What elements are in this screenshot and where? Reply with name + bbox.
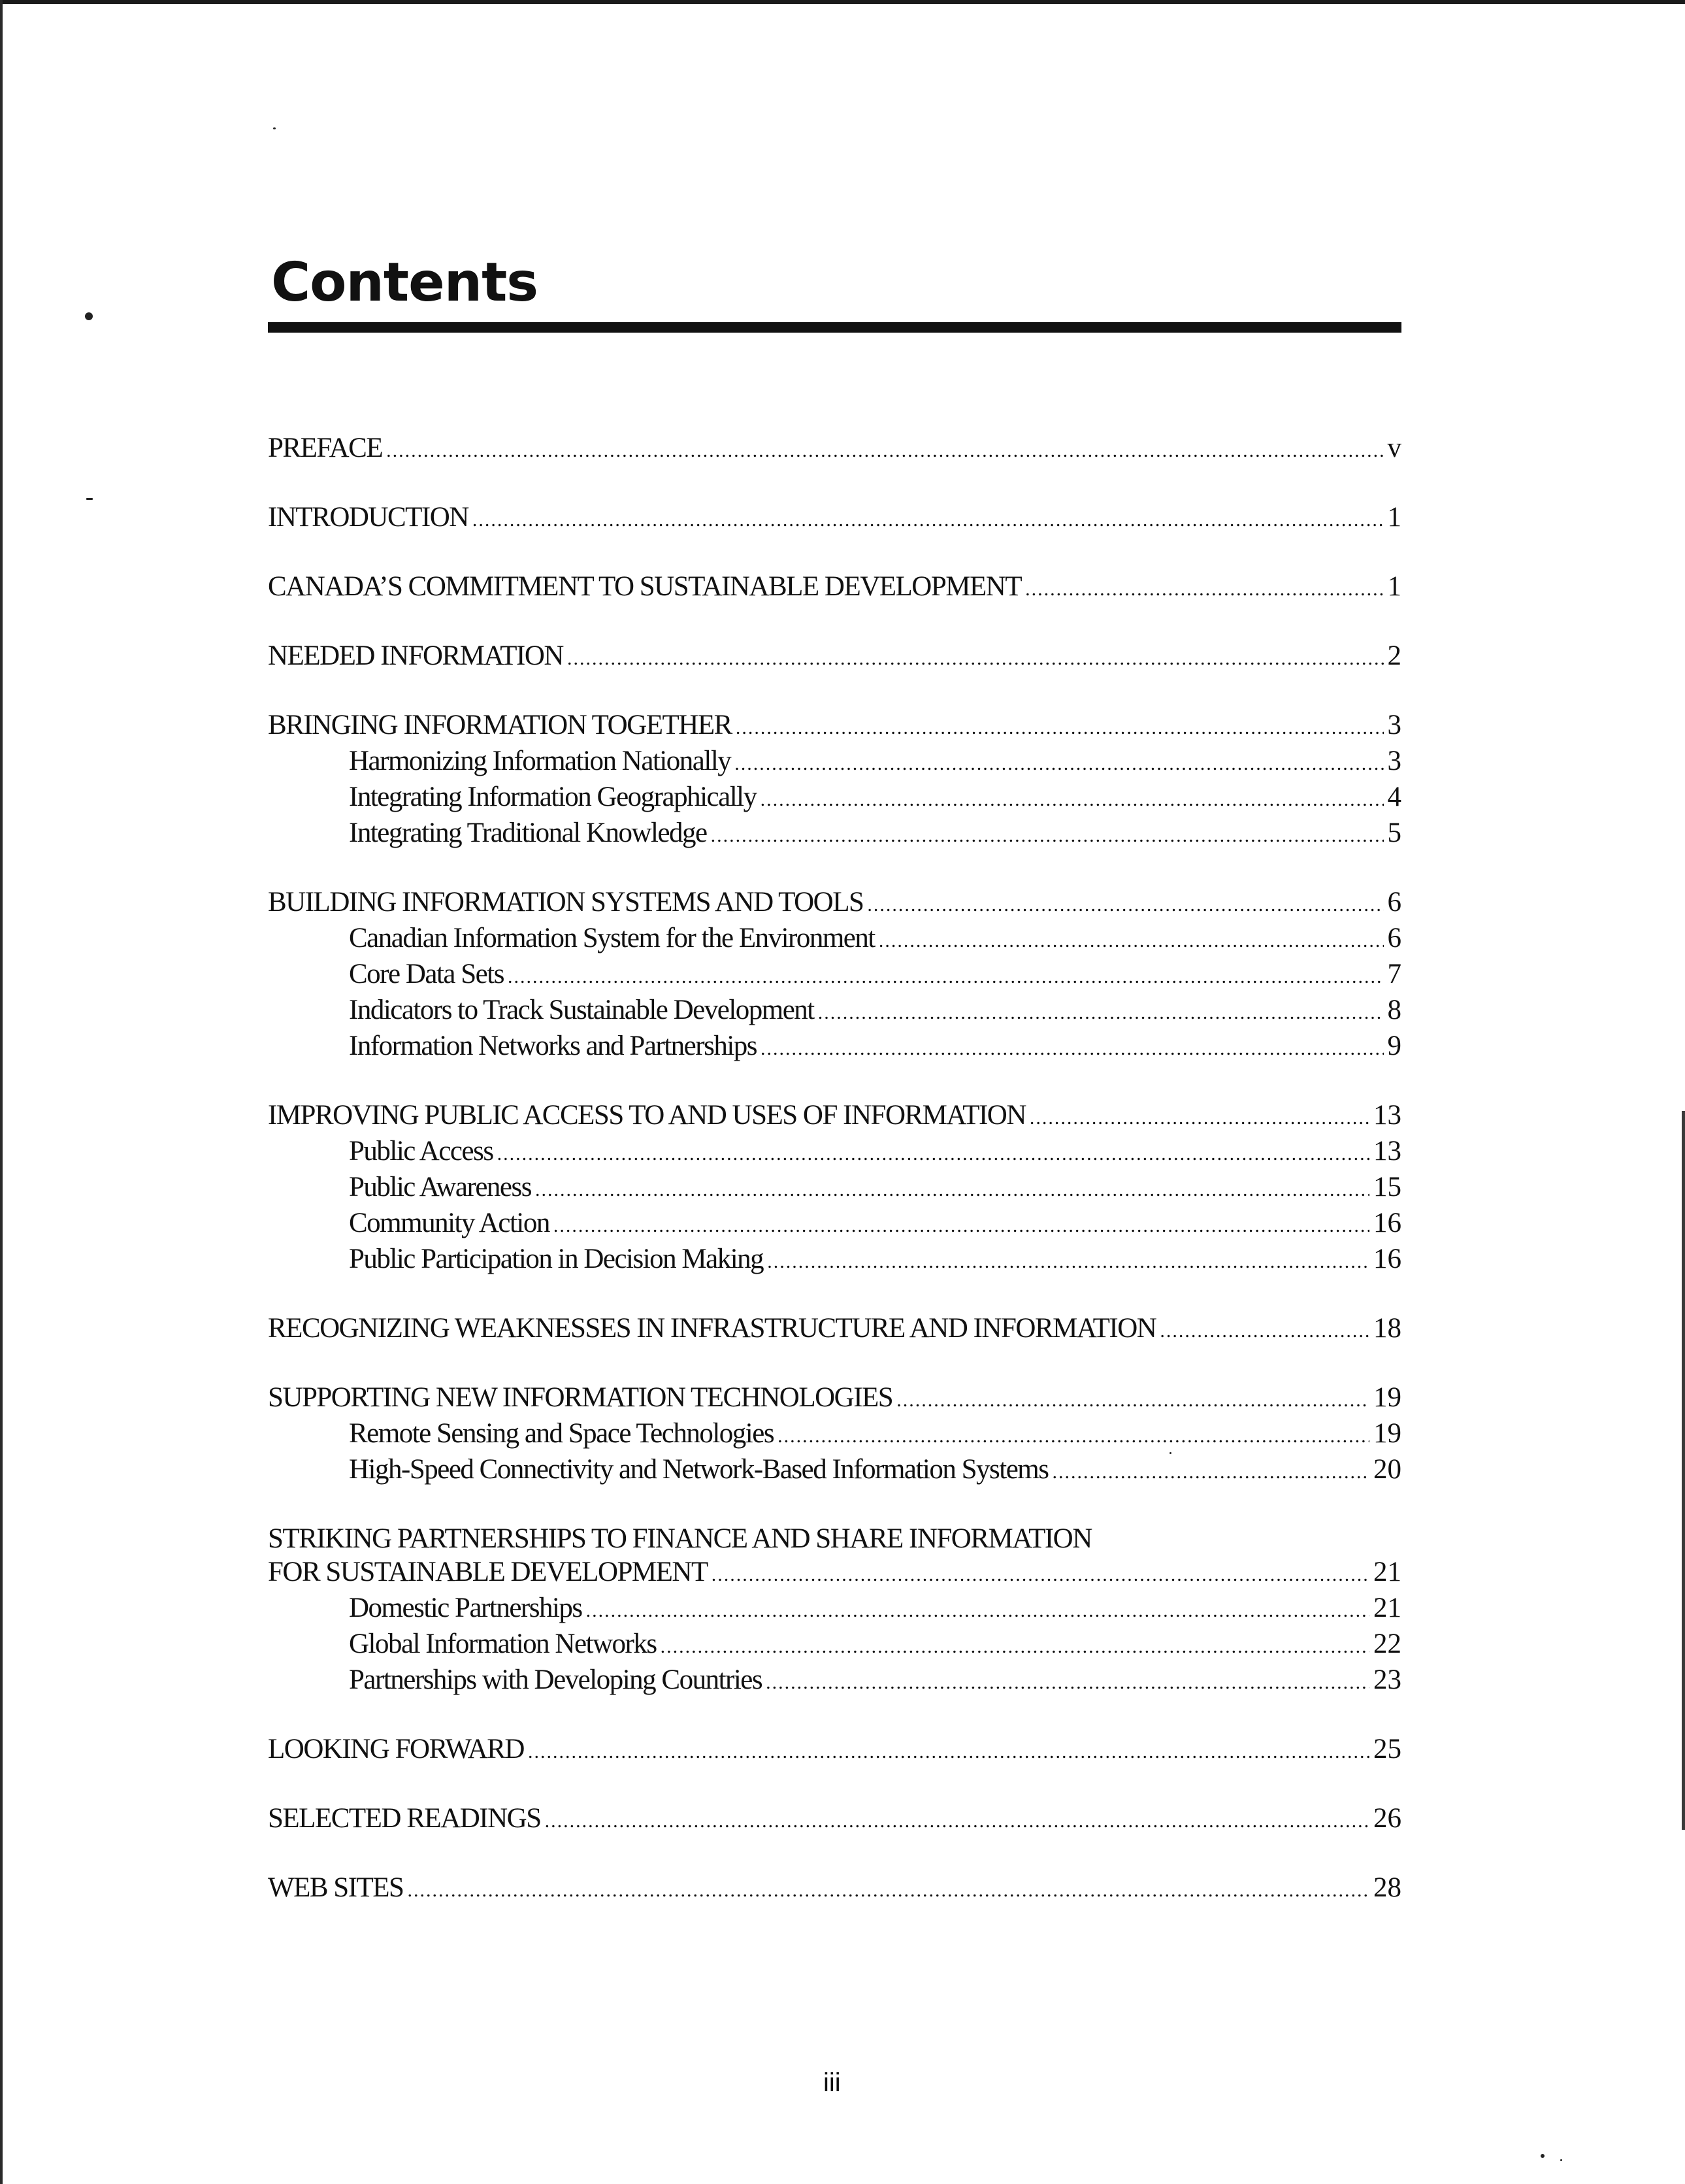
dot-leader [867, 888, 1383, 921]
toc-subsection-entry [268, 1134, 1401, 1170]
dot-leader [766, 1666, 1369, 1699]
toc-entry-label: FOR SUSTAINABLE DEVELOPMENT [268, 1557, 708, 1587]
toc-entry-page: 25 [1373, 1734, 1401, 1764]
dot-leader [567, 642, 1384, 675]
toc-entry-page: 28 [1373, 1872, 1401, 1903]
scan-speck [85, 312, 93, 320]
dot-leader [497, 1137, 1369, 1170]
toc-section-entry [268, 708, 1401, 744]
toc-entry-label: BUILDING INFORMATION SYSTEMS AND TOOLS [268, 887, 864, 918]
toc-entry-label: IMPROVING PUBLIC ACCESS TO AND USES OF INFORMATION [268, 1100, 1026, 1131]
toc-entry-label: Remote Sensing and Space Technologies [349, 1418, 774, 1449]
dot-leader [818, 996, 1384, 1029]
toc-subsection-entry [268, 1663, 1401, 1699]
toc-entry-page: 9 [1387, 1031, 1401, 1061]
toc-subsection-entry [268, 1591, 1401, 1627]
dot-leader [407, 1874, 1369, 1907]
toc-section-entry [268, 639, 1401, 675]
toc-subsection-entry [268, 1029, 1401, 1065]
toc-entry-page: 1 [1387, 571, 1401, 602]
toc-entry-page: 6 [1387, 887, 1401, 918]
toc-entry-page: 2 [1387, 640, 1401, 671]
toc-entry-page: 3 [1387, 710, 1401, 740]
toc-entry-label: SUPPORTING NEW INFORMATION TECHNOLOGIES [268, 1382, 893, 1413]
toc-entry-label: BRINGING INFORMATION TOGETHER [268, 710, 732, 740]
toc-entry-page: v [1387, 433, 1401, 463]
toc-section-entry [268, 1555, 1401, 1591]
toc-entry-page: 3 [1387, 746, 1401, 776]
toc-entry-page: 1 [1387, 502, 1401, 533]
page-number: iii [823, 2068, 841, 2097]
toc-section-entry [268, 1381, 1401, 1417]
toc-entry-label: Domestic Partnerships [349, 1593, 582, 1623]
dot-leader [879, 924, 1384, 957]
toc-entry-label: LOOKING FORWARD [268, 1734, 524, 1764]
scan-speck [273, 127, 276, 129]
toc-subsection-entry [268, 1206, 1401, 1242]
dot-leader [761, 783, 1384, 816]
toc-entry-label: SELECTED READINGS [268, 1803, 541, 1834]
page-title: Contents [271, 252, 538, 314]
toc-subsection-entry [268, 744, 1401, 780]
toc-entry-page: 26 [1373, 1803, 1401, 1834]
dot-leader [386, 434, 1383, 467]
dot-leader [528, 1735, 1369, 1768]
toc-subsection-entry [268, 1453, 1401, 1489]
scan-speck [86, 498, 93, 500]
toc-subsection-entry [268, 1417, 1401, 1453]
toc-entry-label: Community Action [349, 1208, 549, 1238]
scan-speck [1560, 2159, 1562, 2161]
toc-entry-page: 19 [1373, 1382, 1401, 1413]
dot-leader [767, 1245, 1369, 1278]
toc-subsection-entry [268, 780, 1401, 816]
dot-leader [535, 1173, 1369, 1206]
toc-entry-page: 18 [1373, 1313, 1401, 1344]
toc-subsection-entry [268, 957, 1401, 993]
toc-entry-page: 22 [1373, 1629, 1401, 1659]
toc-section-entry [268, 1871, 1401, 1907]
toc-entry-page: 21 [1373, 1593, 1401, 1623]
toc-entry-label: High-Speed Connectivity and Network-Based Information Systems [349, 1454, 1049, 1485]
toc-entry-label: RECOGNIZING WEAKNESSES IN INFRASTRUCTURE AND INFORMATION [268, 1313, 1156, 1344]
toc-entry-label: Harmonizing Information Nationally [349, 746, 731, 776]
toc-section-entry [268, 1099, 1401, 1134]
toc-subsection-entry [268, 1627, 1401, 1663]
dot-leader [896, 1383, 1369, 1417]
toc-section-entry [268, 431, 1401, 467]
toc-entry-page: 15 [1373, 1172, 1401, 1202]
dot-leader [1160, 1314, 1369, 1348]
toc-entry-label: Integrating Information Geographically [349, 782, 757, 812]
toc-entry-page: 6 [1387, 923, 1401, 953]
toc-entry-page: 20 [1373, 1454, 1401, 1485]
dot-leader [586, 1594, 1369, 1627]
toc-section-entry [268, 1802, 1401, 1838]
toc-entry-page: 16 [1373, 1208, 1401, 1238]
toc-entry-label: Global Information Networks [349, 1629, 657, 1659]
dot-leader [711, 819, 1384, 852]
dot-leader [777, 1419, 1369, 1453]
dot-leader [736, 711, 1384, 744]
toc-entry-label: Public Awareness [349, 1172, 531, 1202]
toc-subsection-entry [268, 1170, 1401, 1206]
dot-leader [553, 1209, 1369, 1242]
toc-entry-page: 13 [1373, 1100, 1401, 1131]
toc-entry-label: Canadian Information System for the Environment [349, 923, 875, 953]
toc-entry-page: 5 [1387, 818, 1401, 848]
scan-speck [1170, 1452, 1171, 1454]
toc-entry-page: 7 [1387, 959, 1401, 989]
toc-entry-page: 4 [1387, 782, 1401, 812]
dot-leader [661, 1630, 1369, 1663]
toc-subsection-entry [268, 816, 1401, 852]
dot-leader [761, 1032, 1384, 1065]
toc-subsection-entry [268, 1242, 1401, 1278]
toc-section-entry [268, 501, 1401, 537]
dot-leader [508, 960, 1384, 993]
toc-entry-label: INTRODUCTION [268, 502, 468, 533]
title-rule [268, 322, 1401, 333]
toc-entry-label: Partnerships with Developing Countries [349, 1664, 762, 1695]
dot-leader [712, 1558, 1369, 1591]
toc-subsection-entry [268, 921, 1401, 957]
dot-leader [1053, 1455, 1370, 1489]
toc-entry-label: Information Networks and Partnerships [349, 1031, 757, 1061]
scan-edge-right [1682, 1111, 1685, 1830]
toc-entry-page: 13 [1373, 1136, 1401, 1166]
dot-leader [1025, 572, 1383, 606]
scan-speck [1541, 2154, 1545, 2158]
toc-heading-line: STRIKING PARTNERSHIPS TO FINANCE AND SHARE INFORMATION [268, 1523, 1092, 1554]
dot-leader [545, 1804, 1369, 1838]
toc-section-entry [268, 1312, 1401, 1348]
toc-entry-page: 8 [1387, 995, 1401, 1025]
toc-section-entry [268, 570, 1401, 606]
toc-section-entry [268, 1732, 1401, 1768]
toc-entry-label: NEEDED INFORMATION [268, 640, 563, 671]
dot-leader [1030, 1101, 1369, 1134]
toc-entry-label: PREFACE [268, 433, 383, 463]
dot-leader [734, 747, 1383, 780]
toc-entry-label: Public Access [349, 1136, 493, 1166]
toc-entry-page: 21 [1373, 1557, 1401, 1587]
toc-entry-label: Public Participation in Decision Making [349, 1244, 764, 1274]
toc-entry-label: CANADA’S COMMITMENT TO SUSTAINABLE DEVELOPMENT [268, 571, 1022, 602]
toc-entry-label: WEB SITES [268, 1872, 404, 1903]
toc-entry-label: Integrating Traditional Knowledge [349, 818, 707, 848]
table-of-contents [268, 431, 1401, 1907]
dot-leader [472, 503, 1384, 537]
toc-entry-page: 19 [1373, 1418, 1401, 1449]
toc-subsection-entry [268, 993, 1401, 1029]
toc-section-entry [268, 885, 1401, 921]
toc-entry-label: Core Data Sets [349, 959, 504, 989]
toc-entry-label: Indicators to Track Sustainable Development [349, 995, 814, 1025]
toc-entry-page: 23 [1373, 1664, 1401, 1695]
toc-entry-page: 16 [1373, 1244, 1401, 1274]
scan-edge-top [0, 0, 1685, 4]
scan-edge-left [0, 0, 3, 2184]
